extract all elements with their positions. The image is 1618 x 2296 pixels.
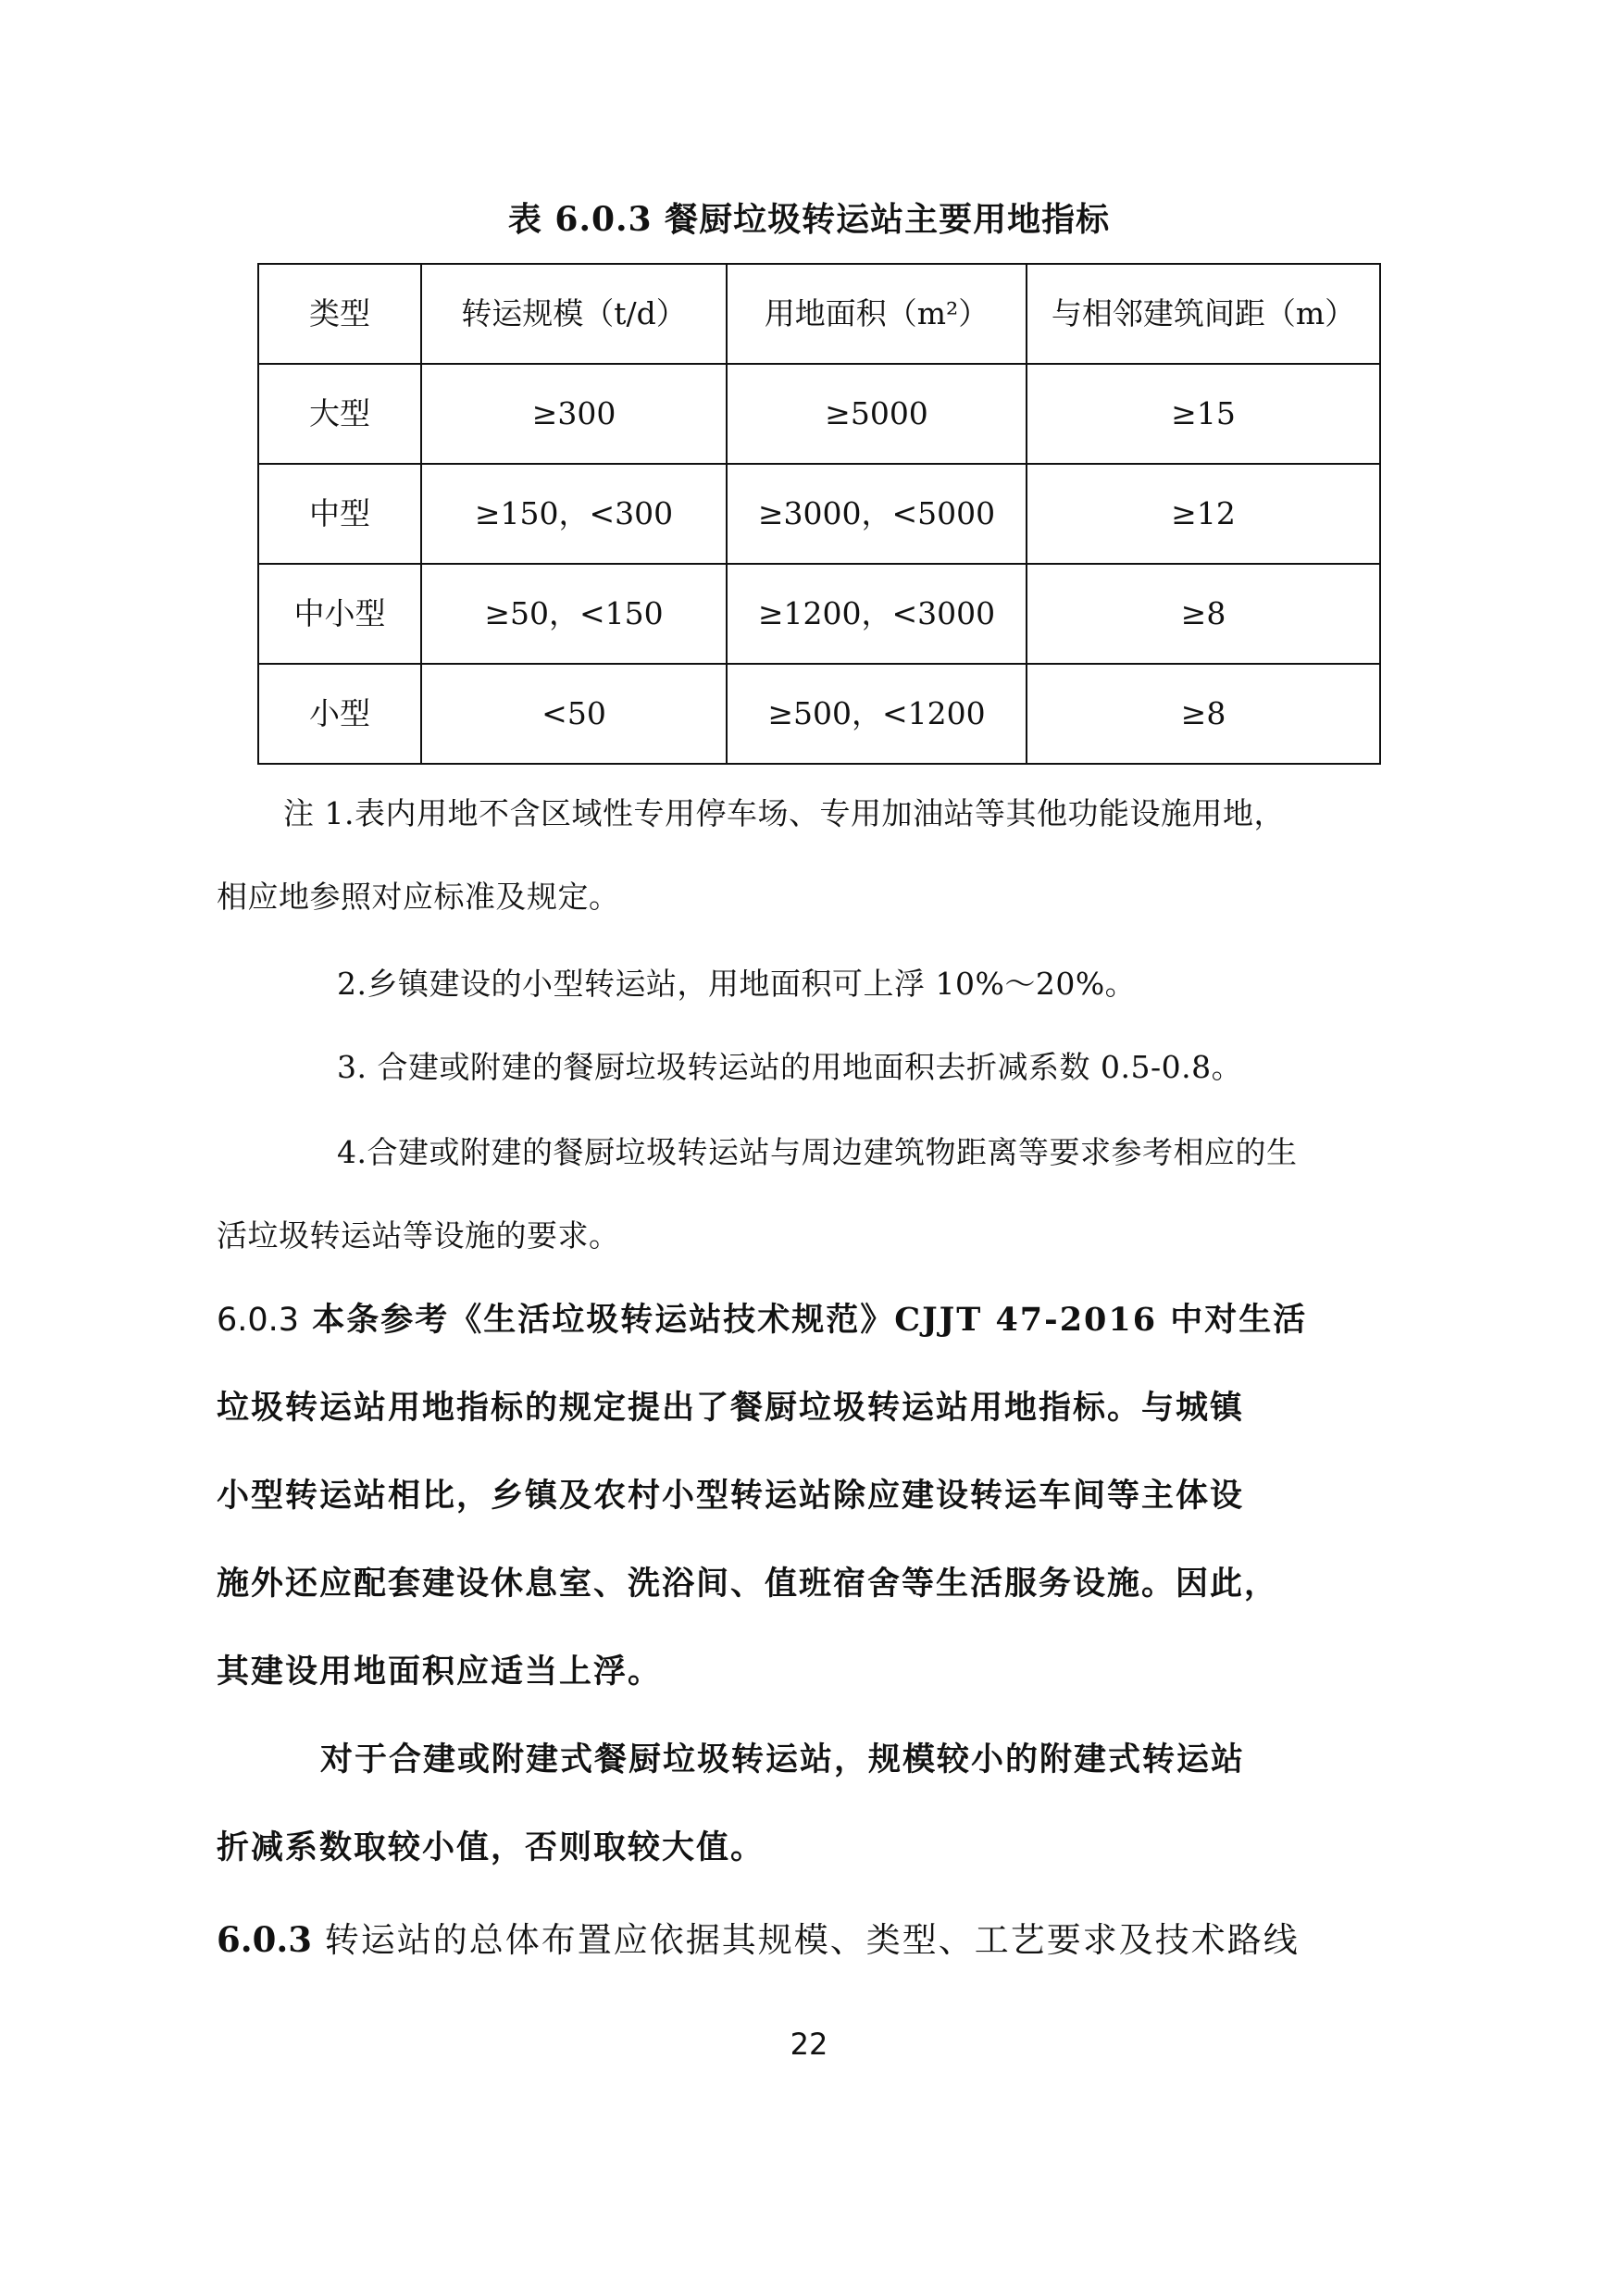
section-text: 转运站的总体布置应依据其规模、类型、工艺要求及技术路线 [312,1920,1300,1960]
note-1-line-1: 注 1.表内用地不含区域性专用停车场、专用加油站等其他功能设施用地， [283,795,1285,831]
table-row [258,564,1380,664]
table-header-row [258,264,1380,364]
note-2: 2.乡镇建设的小型转运站，用地面积可上浮 10%～20%。 [337,966,1137,1002]
header-land-area: 用地面积（m²） [727,264,1027,364]
explanation-line-7: 折减系数取较小值，否则取较大值。 [217,1828,765,1866]
explanation-line-6: 对于合建或附建式餐厨垃圾转运站，规模较小的附建式转运站 [320,1741,1246,1778]
cell-type: 小型 [258,664,421,764]
cell-capacity: ≥300 [421,364,727,464]
note-3: 3. 合建或附建的餐厨垃圾转运站的用地面积去折减系数 0.5-0.8。 [337,1049,1243,1085]
explanation-line-2: 垃圾转运站用地指标的规定提出了餐厨垃圾转运站用地指标。与城镇 [217,1389,1245,1427]
cell-capacity: ≥50，<150 [421,564,727,664]
cell-type: 大型 [258,364,421,464]
cell-spacing: ≥8 [1027,664,1380,764]
note-1-line-2: 相应地参照对应标准及规定。 [217,879,620,915]
header-type: 类型 [258,264,421,364]
land-use-index-table [257,263,1381,765]
explanation-clause-number: 6.0.3 [217,1302,300,1339]
header-spacing: 与相邻建筑间距（m） [1027,264,1380,364]
cell-type: 中小型 [258,564,421,664]
explanation-line-1-text: 本条参考《生活垃圾转运站技术规范》CJJT 47-2016 中对生活 [299,1301,1308,1339]
cell-land-area: ≥3000，<5000 [727,464,1027,564]
table-row [258,364,1380,464]
table-row [258,464,1380,564]
section-number: 6.0.3 [217,1919,312,1960]
explanation-line-1 [217,1298,1307,1342]
cell-spacing: ≥15 [1027,364,1380,464]
explanation-line-3: 小型转运站相比，乡镇及农村小型转运站除应建设转运车间等主体设 [217,1477,1245,1515]
cell-land-area: ≥1200，<3000 [727,564,1027,664]
next-section-line [217,1916,1300,1964]
note-4-line-2: 活垃圾转运站等设施的要求。 [217,1217,620,1254]
page-number: 22 [790,2027,828,2062]
cell-spacing: ≥8 [1027,564,1380,664]
cell-land-area: ≥500，<1200 [727,664,1027,764]
table-title: 表 6.0.3 餐厨垃圾转运站主要用地指标 [507,200,1111,239]
cell-capacity: ≥150，<300 [421,464,727,564]
cell-spacing: ≥12 [1027,464,1380,564]
cell-type: 中型 [258,464,421,564]
note-4-line-1: 4.合建或附建的餐厨垃圾转运站与周边建筑物距离等要求参考相应的生 [337,1134,1298,1170]
table-row [258,664,1380,764]
header-capacity: 转运规模（t/d） [421,264,727,364]
cell-capacity: <50 [421,664,727,764]
cell-land-area: ≥5000 [727,364,1027,464]
explanation-line-4: 施外还应配套建设休息室、洗浴间、值班宿舍等生活服务设施。因此， [217,1565,1279,1603]
explanation-line-5: 其建设用地面积应适当上浮。 [217,1653,663,1691]
